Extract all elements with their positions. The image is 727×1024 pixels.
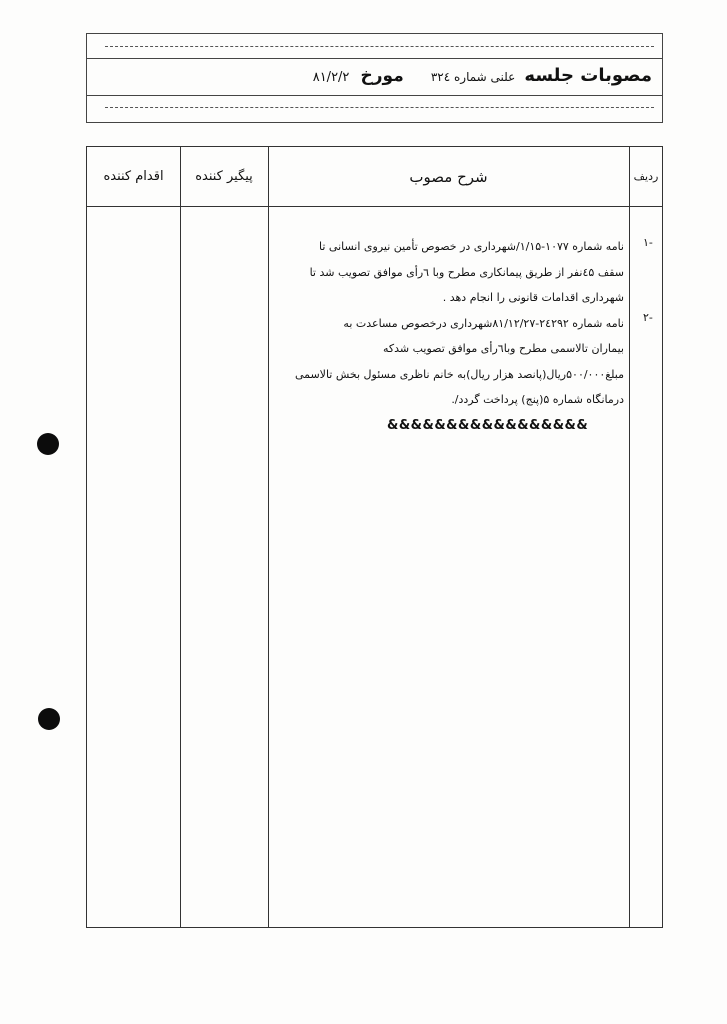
dashed-divider-top — [105, 46, 654, 47]
resolution-text — [272, 234, 624, 413]
header-row-divider — [87, 206, 662, 207]
column-divider — [268, 147, 269, 927]
page-title: مصوبات جلسه — [524, 65, 652, 86]
column-header-description: شرح مصوب — [409, 167, 488, 186]
row-number: -۲ — [643, 311, 653, 324]
column-divider — [629, 147, 630, 927]
column-header-follow-up: پیگیر کننده — [195, 169, 253, 184]
column-header-radif: ردیف — [633, 170, 659, 183]
column-divider — [180, 147, 181, 927]
resolution-line: نامه شماره ۲٤۲۹۲-۸۱/۱۲/۲۷شهرداری درخصوص مساعدت به — [343, 316, 624, 330]
punch-hole-bottom — [38, 708, 60, 730]
header-box — [86, 33, 663, 123]
resolution-line: درمانگاه شماره ۵(پنج) پرداخت گردد/. — [451, 393, 624, 406]
header-title-band — [87, 58, 662, 96]
resolution-line: سقف ٤۵نفر از طریق پیمانکاری مطرح وبا ٦رأی موافق تصویب شد تا — [309, 265, 624, 279]
punch-hole-top — [37, 433, 59, 455]
resolution-line: نامه شماره ۱۰۷۷-۱/۱۵/شهرداری در خصوص تأمین نیروی انسانی تا — [318, 240, 624, 253]
dashed-divider-bottom — [105, 107, 654, 108]
resolution-line: مبلغ۵۰۰/۰۰۰ریال(پانصد هزار ریال)به خانم ناظری مسئول بخش تالاسمی — [294, 367, 624, 381]
resolution-line: شهرداری اقدامات قانونی را انجام دهد . — [442, 291, 624, 304]
resolution-line: بیماران تالاسمی مطرح وبا٦رأی موافق تصویب شدکه — [382, 342, 624, 355]
resolutions-table — [86, 146, 663, 928]
row-number: -۱ — [643, 236, 653, 249]
date-label: مورخ — [360, 66, 404, 86]
date-value: ۸۱/۲/۲ — [312, 70, 350, 85]
header-text — [313, 65, 652, 86]
session-number: علنی شماره ۳۲٤ — [430, 70, 516, 84]
column-header-action: اقدام کننده — [103, 169, 164, 184]
end-marker: &&&&&&&&&&&&&&&&& — [387, 418, 589, 433]
